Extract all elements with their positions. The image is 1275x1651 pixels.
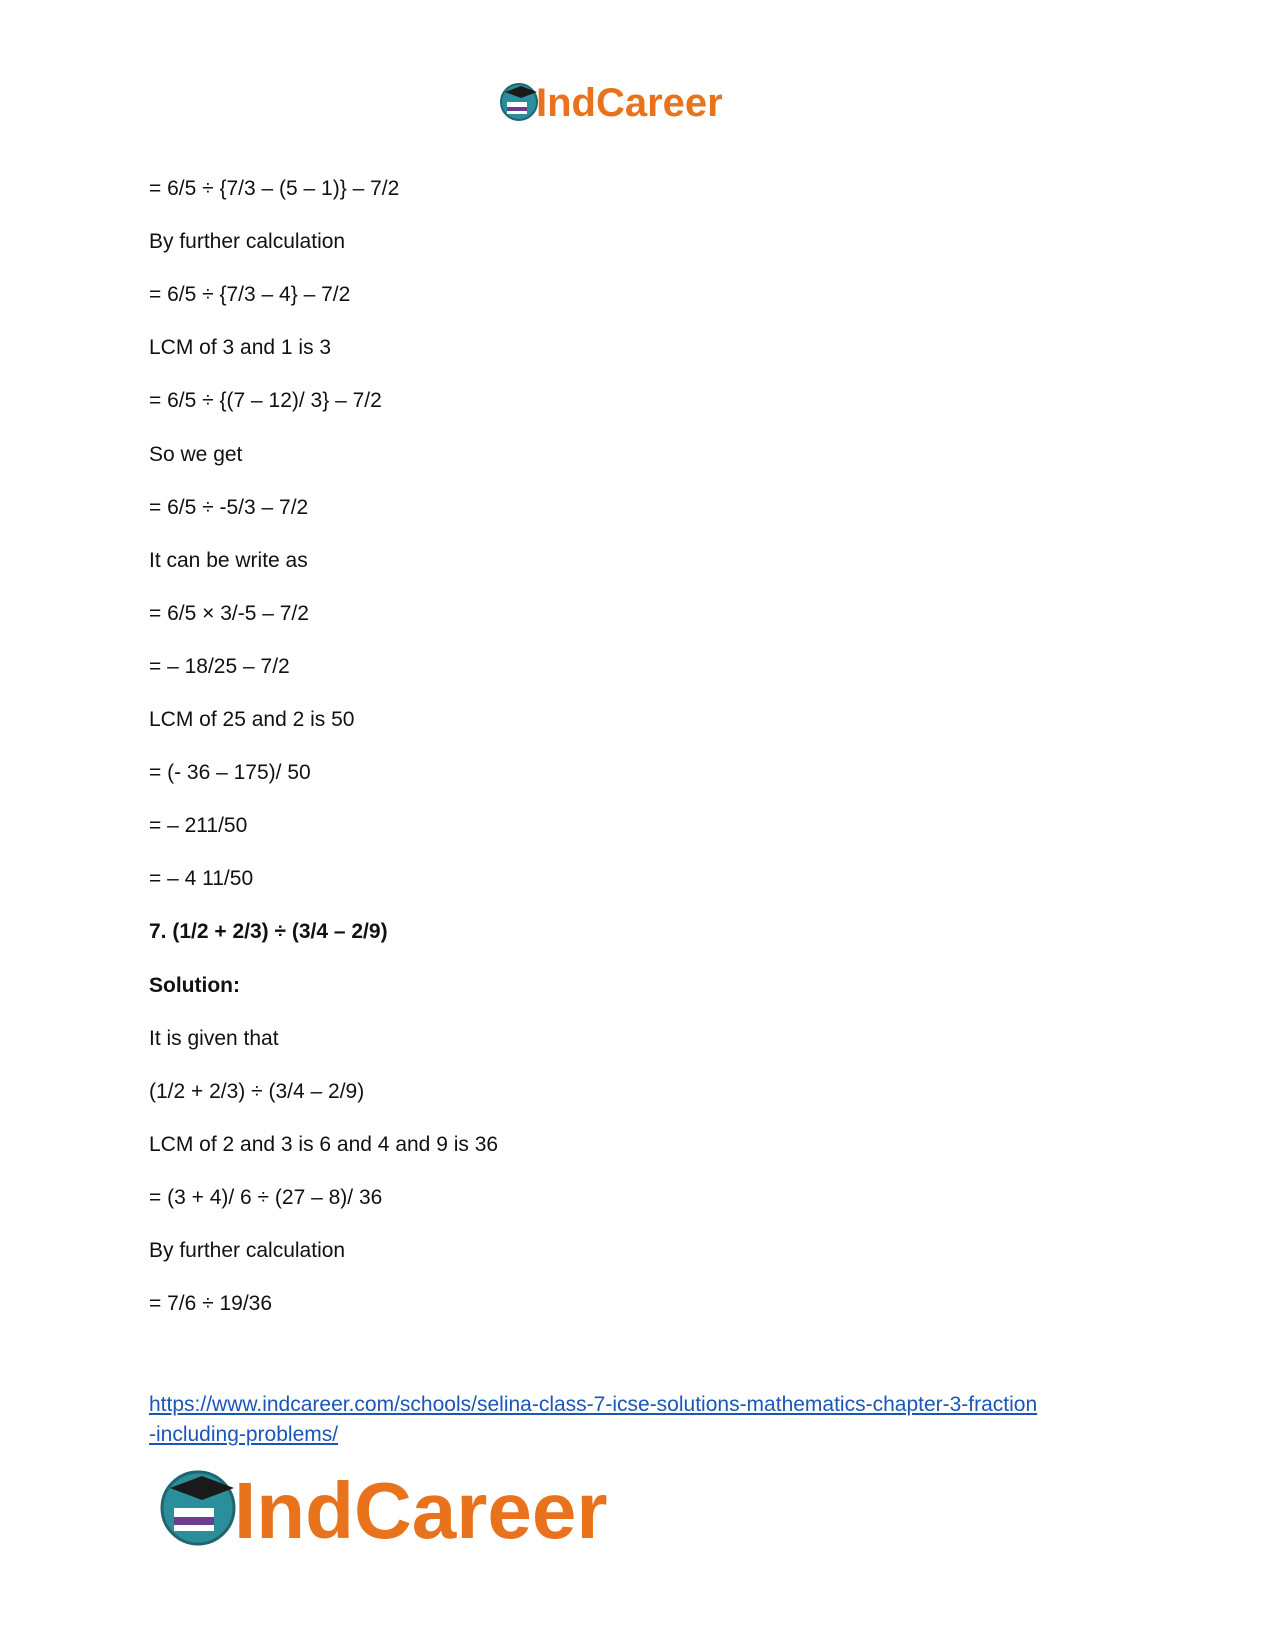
- text-line: = 6/5 × 3/-5 – 7/2: [149, 601, 309, 625]
- text-line: LCM of 2 and 3 is 6 and 4 and 9 is 36: [149, 1132, 499, 1156]
- text-line: It is given that: [149, 1026, 279, 1050]
- heading-line: Solution:: [149, 973, 240, 997]
- indcareer-logo-top: [499, 78, 769, 128]
- logo-top-text: IndCareer: [536, 81, 723, 125]
- text-line: By further calculation: [149, 230, 346, 254]
- text-line: = (3 + 4)/ 6 ÷ (27 – 8)/ 36: [149, 1185, 383, 1209]
- text-line: = – 211/50: [149, 814, 248, 838]
- indcareer-logo-bottom: [158, 1460, 698, 1555]
- text-line: = – 4 11/50: [149, 867, 254, 891]
- text-line: = (- 36 – 175)/ 50: [149, 761, 311, 785]
- text-line: By further calculation: [149, 1239, 346, 1262]
- source-link-line1[interactable]: https://www.indcareer.com/schools/selina-class-7-icse-solutions-mathematics-chapter-3-fraction: [149, 1393, 1038, 1416]
- text-line: = 7/6 ÷ 19/36: [149, 1292, 273, 1316]
- text-line: LCM of 25 and 2 is 50: [149, 708, 355, 731]
- source-link[interactable]: [149, 1390, 1129, 1450]
- text-line: LCM of 3 and 1 is 3: [149, 336, 332, 360]
- text-line: = 6/5 ÷ {(7 – 12)/ 3} – 7/2: [149, 389, 382, 413]
- text-line: = 6/5 ÷ {7/3 – (5 – 1)} – 7/2: [149, 177, 400, 200]
- logo-bottom-text: IndCareer: [234, 1466, 608, 1555]
- source-link-line2[interactable]: -including-problems/: [149, 1423, 339, 1446]
- text-line: = 6/5 ÷ -5/3 – 7/2: [149, 495, 309, 519]
- text-line: So we get: [149, 442, 243, 466]
- text-line: = – 18/25 – 7/2: [149, 654, 290, 678]
- text-line: It can be write as: [149, 548, 308, 572]
- heading-line: 7. (1/2 + 2/3) ÷ (3/4 – 2/9): [149, 920, 388, 944]
- text-line: = 6/5 ÷ {7/3 – 4} – 7/2: [149, 283, 351, 307]
- text-line: (1/2 + 2/3) ÷ (3/4 – 2/9): [149, 1079, 365, 1103]
